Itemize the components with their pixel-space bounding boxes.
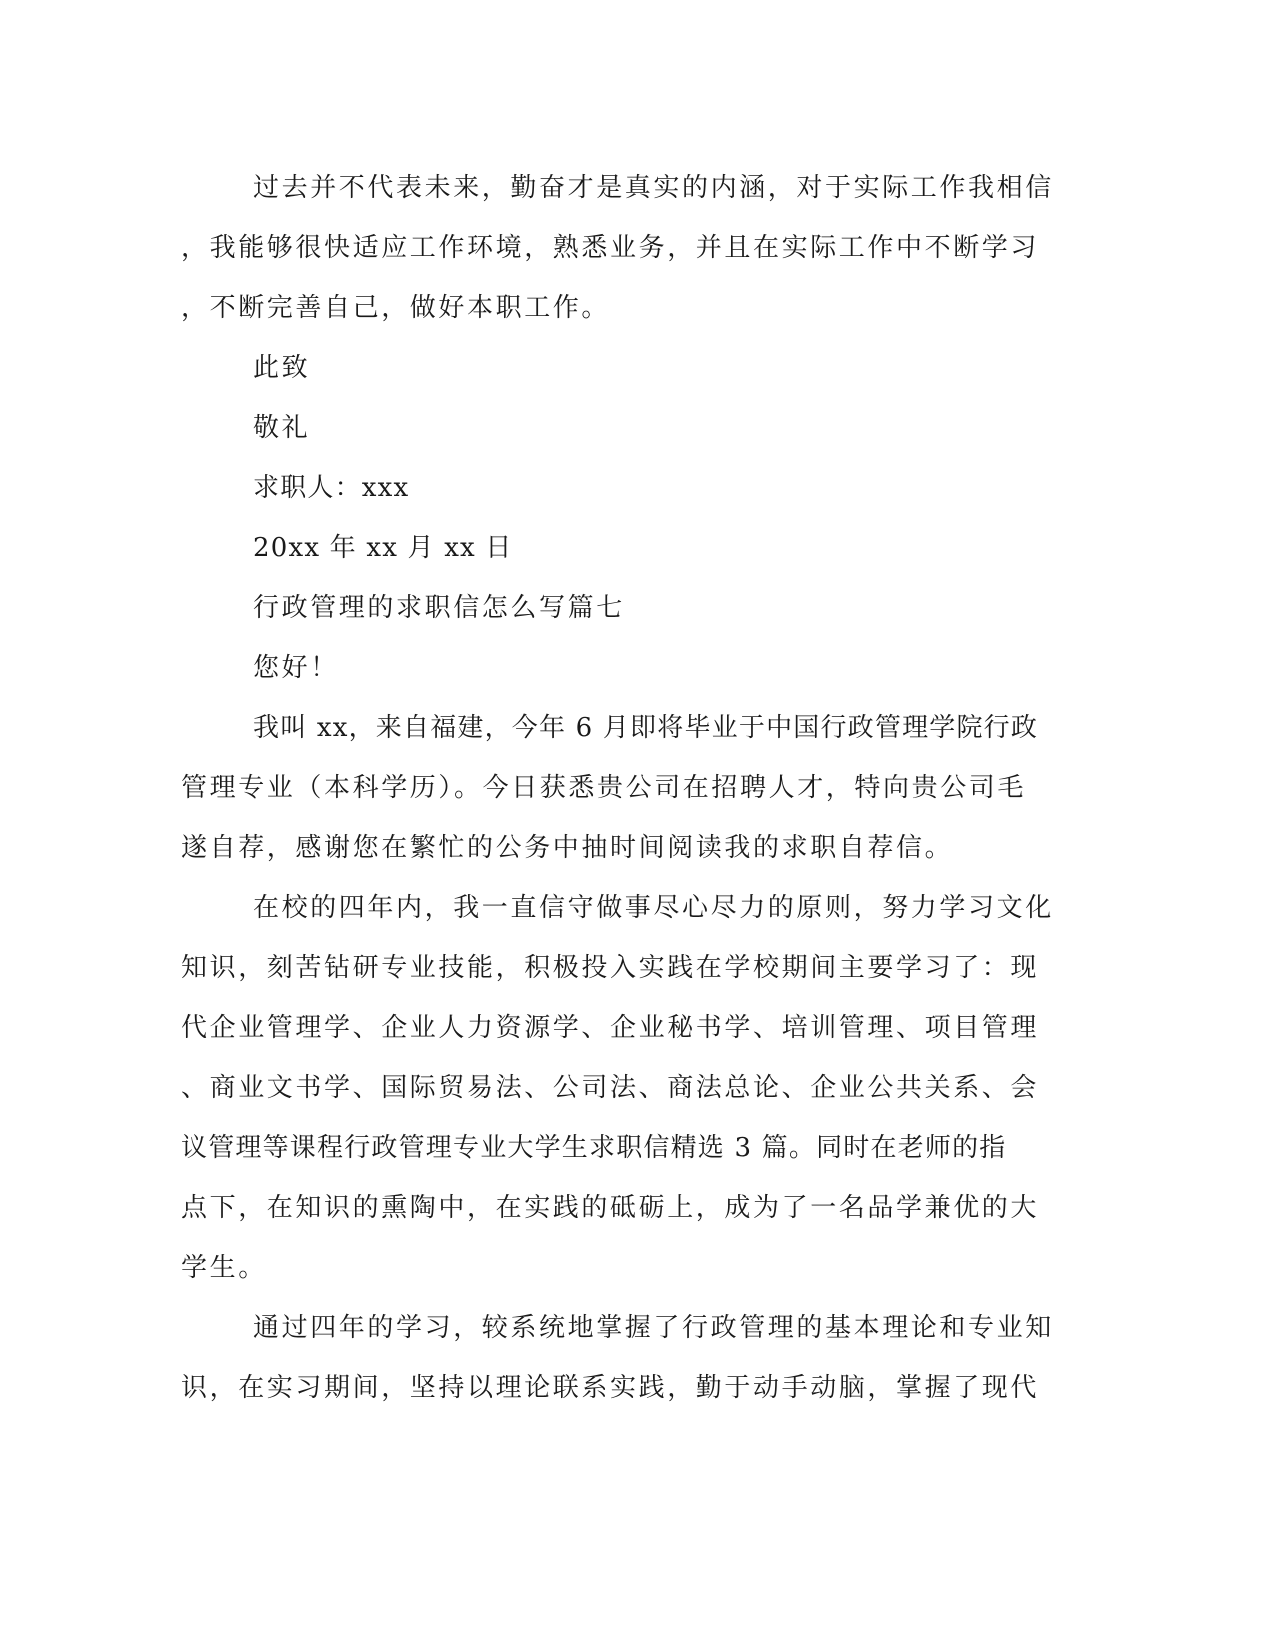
text-line: 点下，在知识的熏陶中，在实践的砥砺上，成为了一名品学兼优的大 — [181, 1193, 1040, 1223]
text-line: ，我能够很快适应工作环境，熟悉业务，并且在实际工作中不断学习 — [181, 233, 1040, 263]
text-line: 管理专业（本科学历）。今日获悉贵公司在招聘人才，特向贵公司毛 — [181, 773, 1027, 803]
text-line: 识，在实习期间，坚持以理论联系实践，勤于动手动脑，掌握了现代 — [181, 1373, 1040, 1403]
text-line: 代企业管理学、企业人力资源学、企业秘书学、培训管理、项目管理 — [181, 1013, 1040, 1043]
text-line: 通过四年的学习，较系统地掌握了行政管理的基本理论和专业知 — [253, 1313, 1054, 1343]
text-line: 遂自荐，感谢您在繁忙的公务中抽时间阅读我的求职自荐信。 — [181, 833, 954, 863]
signature-applicant: 求职人：xxx — [253, 473, 410, 503]
text-line: 在校的四年内，我一直信守做事尽心尽力的原则，努力学习文化 — [253, 893, 1054, 923]
text-line: 知识，刻苦钻研专业技能，积极投入实践在学校期间主要学习了：现 — [181, 953, 1040, 983]
text-line: 议管理等课程行政管理专业大学生求职信精选 3 篇。同时在老师的指 — [181, 1133, 1007, 1163]
text-line: 我叫 xx，来自福建，今年 6 月即将毕业于中国行政管理学院行政 — [253, 713, 1039, 743]
text-line: 过去并不代表未来，勤奋才是真实的内涵，对于实际工作我相信 — [253, 173, 1054, 203]
signature-date: 20xx 年 xx 月 xx 日 — [253, 533, 513, 563]
letter-body — [181, 158, 1054, 1418]
greeting: 您好！ — [253, 653, 339, 683]
closing-regards: 敬礼 — [253, 413, 311, 443]
text-line: 、商业文书学、国际贸易法、公司法、商法总论、企业公共关系、会 — [181, 1073, 1040, 1103]
closing-salutation: 此致 — [253, 353, 311, 383]
section-heading: 行政管理的求职信怎么写篇七 — [253, 593, 625, 623]
text-line: 学生。 — [181, 1253, 267, 1283]
text-line: ，不断完善自己，做好本职工作。 — [181, 293, 611, 323]
